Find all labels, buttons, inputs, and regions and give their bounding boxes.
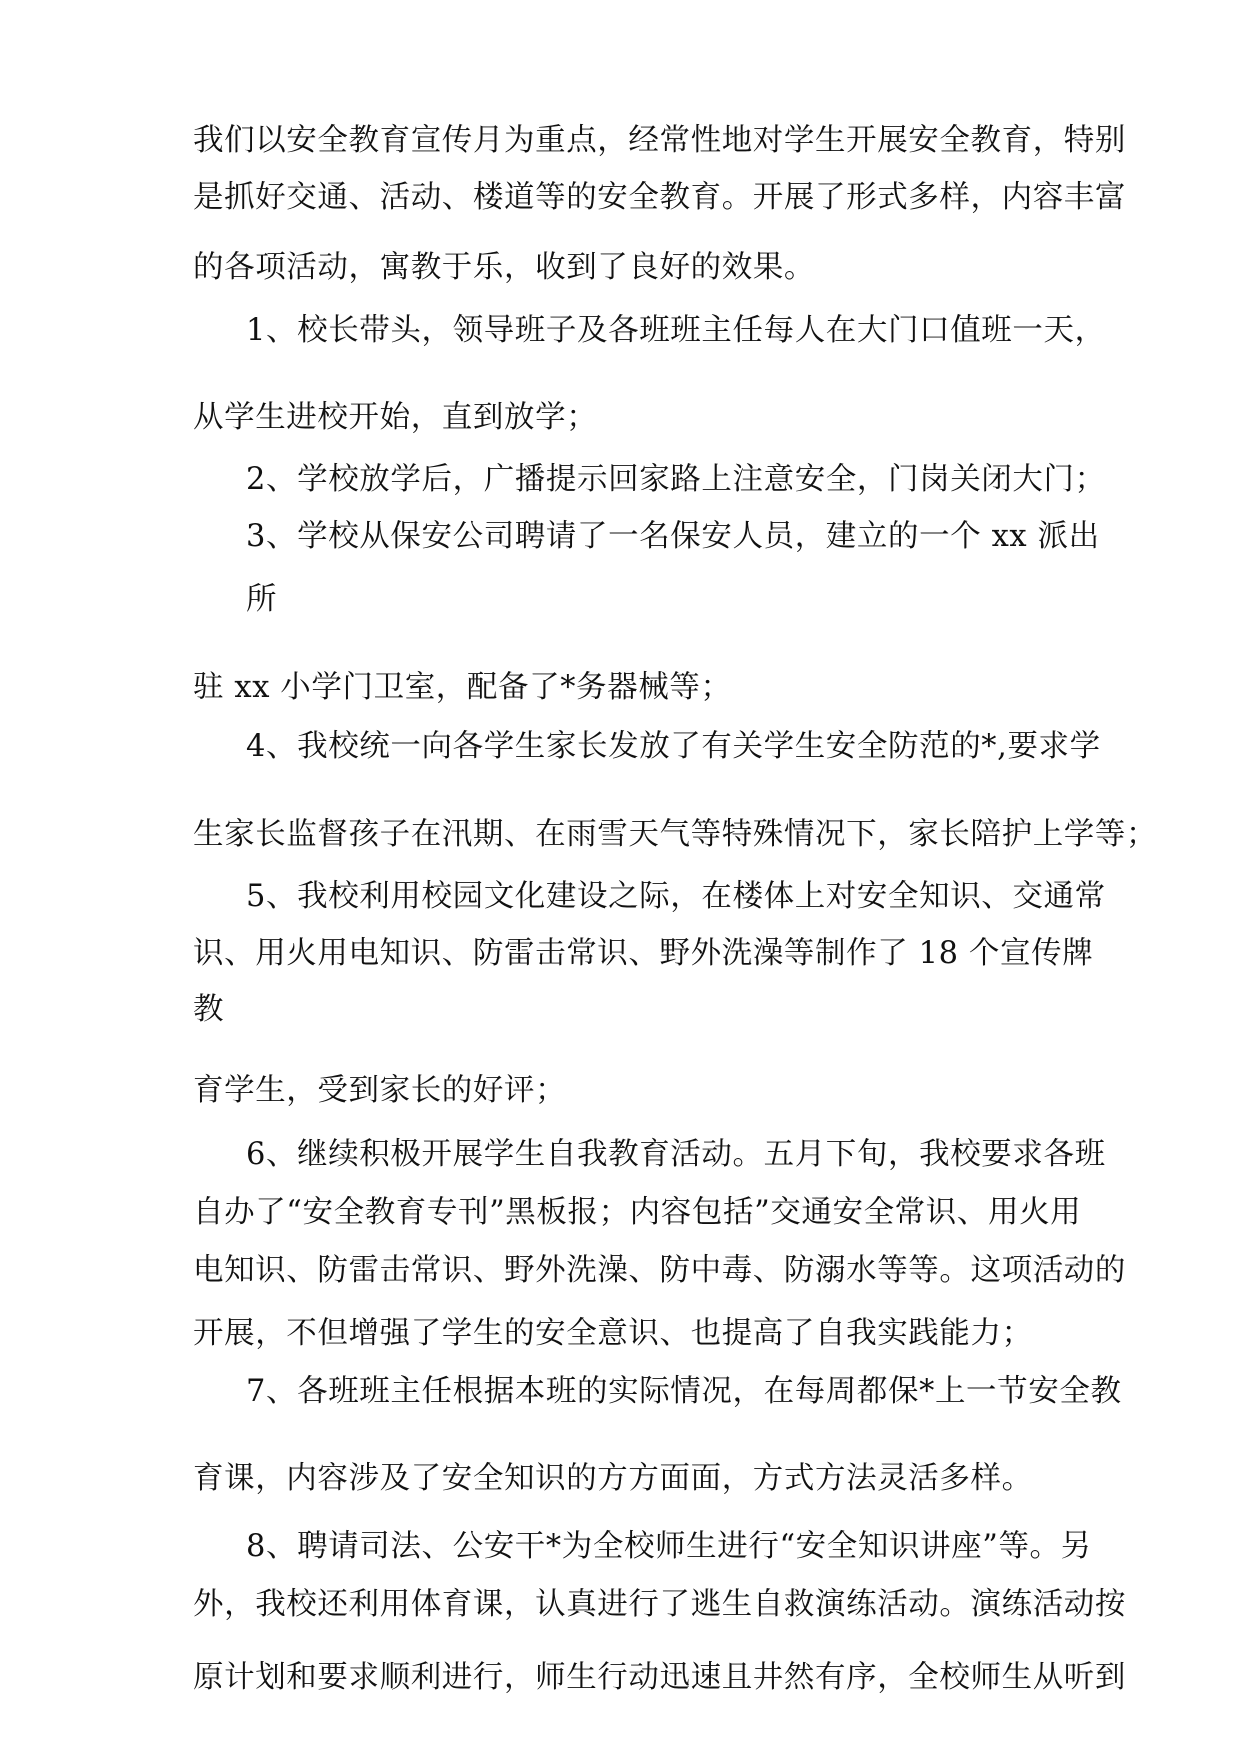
text-line: 驻 xx 小学门卫室，配备了*务器械等； <box>193 670 732 705</box>
text-line: 生家长监督孩子在汛期、在雨雪天气等特殊情况下，家长陪护上学等； <box>193 817 1158 852</box>
text-line: 是抓好交通、活动、楼道等的安全教育。开展了形式多样，内容丰富 <box>193 180 1126 215</box>
text-line: 育课，内容涉及了安全知识的方方面面，方式方法灵活多样。 <box>193 1461 1033 1496</box>
text-line: 4、我校统一向各学生家长发放了有关学生安全防范的*,要求学 <box>246 729 1101 764</box>
text-line: 所 <box>246 582 278 617</box>
text-line: 开展，不但增强了学生的安全意识、也提高了自我实践能力； <box>193 1316 1033 1351</box>
text-line: 自办了“安全教育专刊”黑板报；内容包括”交通安全常识、用火用 <box>193 1195 1082 1230</box>
text-line: 1、校长带头，领导班子及各班班主任每人在大门口值班一天， <box>246 313 1106 348</box>
text-line: 原计划和要求顺利进行，师生行动迅速且井然有序，全校师生从听到 <box>193 1660 1126 1695</box>
text-line: 的各项活动，寓教于乐，收到了良好的效果。 <box>193 250 815 285</box>
text-line: 3、学校从保安公司聘请了一名保安人员，建立的一个 xx 派出 <box>246 519 1100 554</box>
text-line: 6、继续积极开展学生自我教育活动。五月下旬，我校要求各班 <box>246 1137 1106 1172</box>
text-line: 8、聘请司法、公安干*为全校师生进行“安全知识讲座”等。另 <box>246 1529 1092 1564</box>
text-line: 育学生，受到家长的好评； <box>193 1073 567 1108</box>
text-line: 7、各班班主任根据本班的实际情况，在每周都保*上一节安全教 <box>246 1374 1122 1409</box>
text-line: 5、我校利用校园文化建设之际，在楼体上对安全知识、交通常 <box>246 879 1106 914</box>
text-line: 从学生进校开始，直到放学； <box>193 400 598 435</box>
text-line: 识、用火用电知识、防雷击常识、野外洗澡等制作了 18 个宣传牌 <box>193 936 1094 971</box>
text-line: 教 <box>193 992 225 1027</box>
text-line: 2、学校放学后，广播提示回家路上注意安全，门岗关闭大门； <box>246 462 1106 497</box>
text-line: 外，我校还利用体育课，认真进行了逃生自救演练活动。演练活动按 <box>193 1587 1126 1622</box>
text-line: 电知识、防雷击常识、野外洗澡、防中毒、防溺水等等。这项活动的 <box>193 1253 1126 1288</box>
text-line: 我们以安全教育宣传月为重点，经常性地对学生开展安全教育，特别 <box>193 123 1126 158</box>
